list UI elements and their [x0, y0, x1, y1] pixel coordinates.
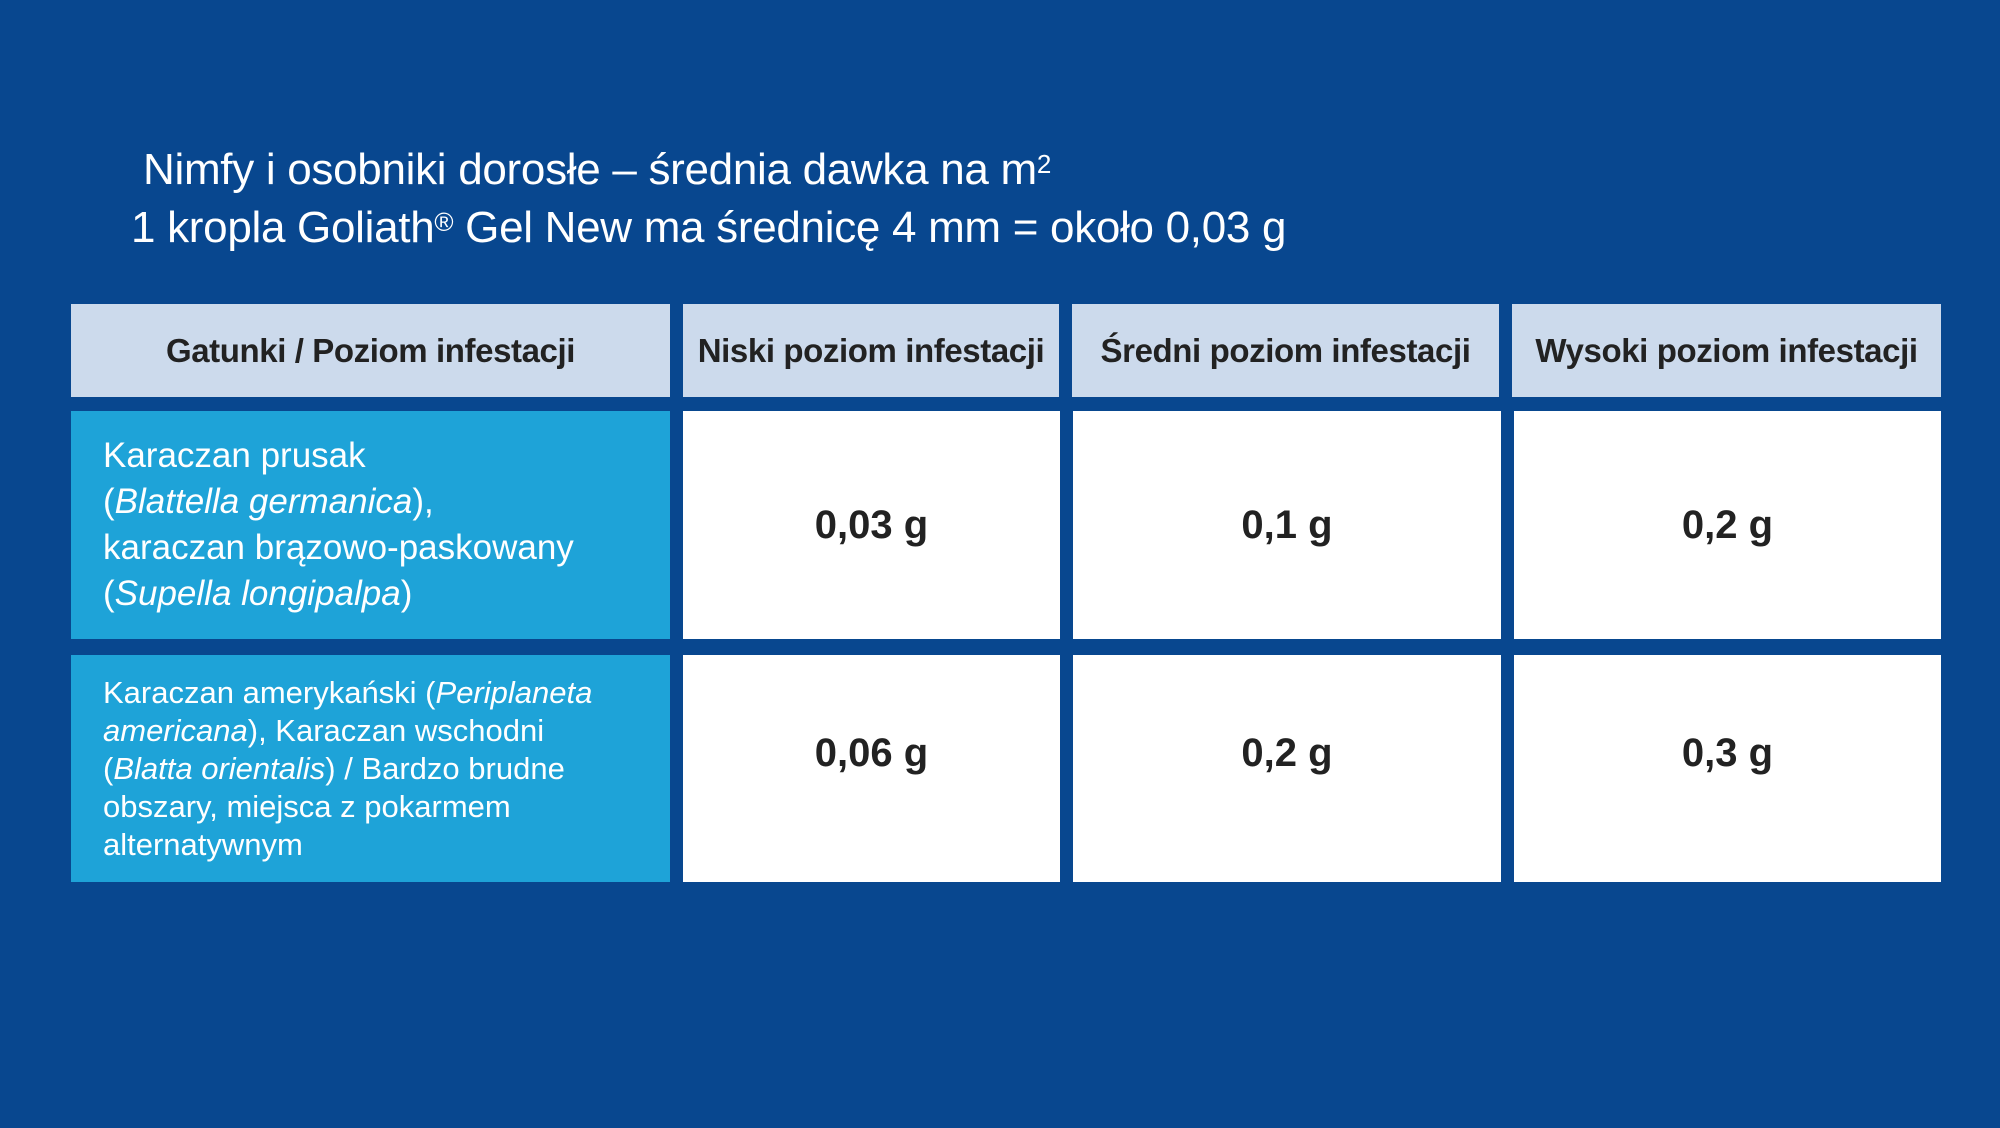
- header-high: Wysoki poziom infestacji: [1512, 304, 1941, 397]
- title-line-1-text: Nimfy i osobniki dorosłe – średnia dawka na m: [143, 145, 1037, 194]
- row1-species-text: Karaczan prusak (Blattella germanica), karaczan brązowo-paskowany (Supella longipalpa): [103, 436, 574, 613]
- row2-medium-value: 0,2 g: [1073, 655, 1501, 882]
- row1-medium-value: 0,1 g: [1073, 411, 1501, 639]
- title-superscript: 2: [1036, 149, 1051, 179]
- header-species: Gatunki / Poziom infestacji: [71, 304, 670, 397]
- row2-high-value: 0,3 g: [1514, 655, 1941, 882]
- row2-low-value: 0,06 g: [683, 655, 1060, 882]
- row2-species-cell: [71, 655, 670, 882]
- header-medium: Średni poziom infestacji: [1072, 304, 1499, 397]
- title-line-2-post: Gel New ma średnicę 4 mm = około 0,03 g: [453, 203, 1287, 252]
- title-line-2-pre: 1 kropla Goliath: [131, 203, 435, 252]
- registered-mark: ®: [434, 207, 454, 237]
- header-low: Niski poziom infestacji: [683, 304, 1059, 397]
- row1-species-cell: [71, 411, 670, 639]
- title-line-2: [131, 203, 1286, 253]
- row1-low-value: 0,03 g: [683, 411, 1060, 639]
- row2-species-text: Karaczan amerykański (Periplaneta americana), Karaczan wschodni (Blatta orientalis) / Bardzo brudne obszary, miejsca z pokarmem alternatywnym: [103, 674, 593, 862]
- row1-high-value: 0,2 g: [1514, 411, 1941, 639]
- title-line-1: [143, 145, 1051, 195]
